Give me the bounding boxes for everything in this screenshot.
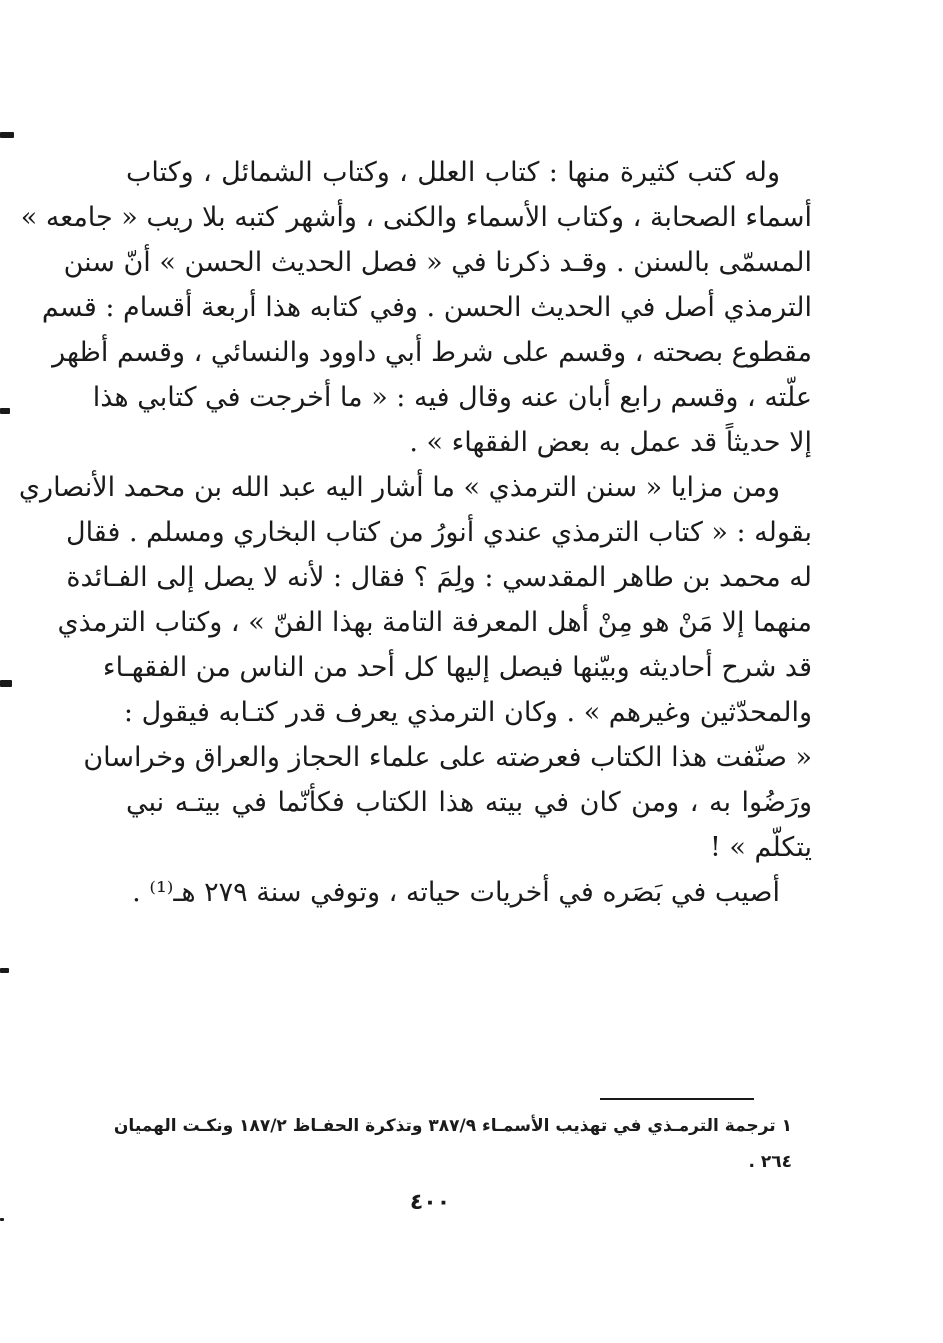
text-line: ومن مزايا « سنن الترمذي » ما أشار اليه عبد الله بن محمد الأنصاري: [18, 472, 780, 503]
text-line: « صنّفت هذا الكتاب فعرضته على علماء الحجاز والعراق وخراسان: [83, 742, 812, 773]
text-line: قد شرح أحاديثه وبيّنها فيصل إليها كل أحد من الناس من الفقهـاء: [102, 652, 812, 683]
footnote-separator: [600, 1098, 754, 1100]
footnote-line: ٢٦٤ .: [748, 1152, 792, 1172]
text-line: بقوله : « كتاب الترمذي عندي أنورُ من كتاب البخاري ومسلم . فقال: [65, 517, 812, 548]
text-line: له محمد بن طاهر المقدسي : ولِمَ ؟ فقال : لأنه لا يصل إلى الفـائدة: [66, 562, 812, 593]
page-number: ٤٠٠: [409, 1190, 451, 1215]
text-line: أصيب في بَصَره في أخريات حياته ، وتوفي سنة ٢٧٩ هـ⁽¹⁾ .: [132, 877, 780, 908]
text-line: مقطوع بصحته ، وقسم على شرط أبي داوود والنسائي ، وقسم أظهر: [52, 337, 812, 368]
text-line: أسماء الصحابة ، وكتاب الأسماء والكنى ، وأشهر كتبه بلا ريب « جامعه »: [20, 202, 812, 233]
text-line: والمحدّثين وغيرهم » . وكان الترمذي يعرف قدر كتـابه فيقول :: [123, 697, 812, 728]
scan-edge-mark: [0, 408, 10, 414]
text-line: يتكلّم » !: [709, 832, 812, 863]
text-line: المسمّى بالسنن . وقـد ذكرنا في « فصل الحديث الحسن » أنّ سنن: [63, 247, 812, 278]
scan-edge-mark: [0, 680, 12, 687]
body-text: [18, 150, 812, 915]
scan-edge-mark: [0, 968, 9, 973]
text-line: الترمذي أصل في الحديث الحسن . وفي كتابه هذا أربعة أقسام : قسم: [41, 292, 812, 323]
text-line: علّته ، وقسم رابع أبان عنه وقال فيه : « ما أخرجت في كتابي هذا: [92, 382, 812, 413]
text-line: ورَضُوا به ، ومن كان في بيته هذا الكتاب فكأنّما في بيتـه نبي: [126, 787, 812, 818]
scan-edge-mark: [0, 1218, 4, 1221]
text-line: وله كتب كثيرة منها : كتاب العلل ، وكتاب الشمائل ، وكتاب: [126, 157, 780, 188]
text-line: إلا حديثاً قد عمل به بعض الفقهاء » .: [409, 427, 812, 458]
footnote-line: ١ ترجمة الترمـذي في تهذيب الأسمـاء ٣٨٧/٩ وتذكرة الحفـاظ ١٨٧/٢ ونكـت الهميان: [113, 1116, 792, 1136]
scan-edge-mark: [0, 132, 14, 138]
text-line: منهما إلا مَنْ هو مِنْ أهل المعرفة التامة بهذا الفنّ » ، وكتاب الترمذي: [57, 607, 812, 638]
footnote: [113, 1108, 792, 1180]
